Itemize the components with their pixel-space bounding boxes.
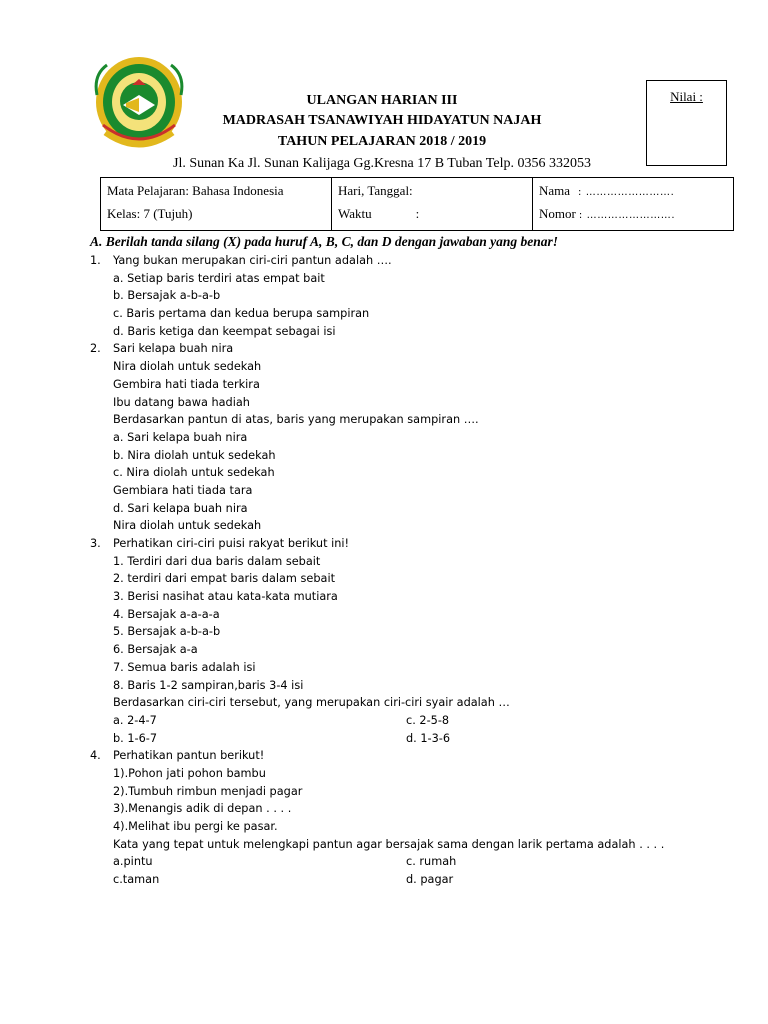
answer-option[interactable]: a. Sari kelapa buah nira [113, 430, 248, 444]
answer-option[interactable]: c. Nira diolah untuk sedekah [113, 466, 275, 480]
subject-text: Mata Pelajaran: Bahasa Indonesia [107, 183, 284, 198]
question-1-stem [90, 252, 750, 270]
question-number: 3. [90, 537, 101, 550]
answer-option[interactable]: c. rumah [406, 855, 457, 869]
question-number: 4. [90, 749, 101, 763]
answer-option[interactable]: d. 1-3-6 [406, 731, 451, 745]
answer-option[interactable]: a.pintu [113, 855, 153, 869]
pantun-line: Nira diolah untuk sedekah [113, 360, 262, 374]
question-number: 2. [90, 342, 101, 356]
exam-title: ULANGAN HARIAN III [306, 93, 458, 108]
score-label: Nilai : [670, 89, 703, 104]
answer-option-continued[interactable]: Gembiara hati tiada tara [113, 483, 253, 497]
name-dots: : ……………………. [578, 187, 675, 198]
criteria-item: 2. terdiri dari empat baris dalam sebait [113, 572, 336, 586]
student-cell[interactable] [533, 178, 734, 231]
number-dots: : ……………………. [578, 210, 676, 221]
exam-info-table [100, 177, 734, 231]
answer-option[interactable]: a. Setiap baris terdiri atas empat bait [113, 271, 325, 285]
school-address: Jl. Sunan Ka Jl. Sunan Kalijaga Gg.Kresna 17 B Tuban Telp. 0356 332053 [173, 156, 591, 171]
criteria-item: 1. Terdiri dari dua baris dalam sebait [113, 554, 321, 568]
section-a-instruction: A. Berilah tanda silang (X) pada huruf A, B, C, dan D dengan jawaban yang benar! [90, 234, 558, 249]
answer-option[interactable]: c. Baris pertama dan kedua berupa sampiran [113, 307, 370, 321]
time-colon: : [415, 206, 420, 221]
criteria-item: 7. Semua baris adalah isi [113, 660, 256, 674]
question-prompt: Kata yang tepat untuk melengkapi pantun agar bersajak sama dengan larik pertama adalah . . . . [113, 837, 665, 851]
answer-option[interactable]: a. 2-4-7 [113, 713, 157, 727]
answer-option[interactable]: c.taman [113, 873, 160, 887]
question-list [90, 252, 750, 889]
date-cell[interactable] [332, 178, 533, 231]
answer-option[interactable]: d. Baris ketiga dan keempat sebagai isi [113, 324, 336, 338]
answer-row [90, 871, 750, 889]
criteria-item: 4. Bersajak a-a-a-a [113, 607, 220, 621]
academic-year: TAHUN PELAJARAN 2018 / 2019 [277, 134, 487, 149]
question-text: Perhatikan pantun berikut! [113, 749, 265, 763]
name-label: Nama [539, 183, 571, 198]
question-text: Sari kelapa buah nira [113, 342, 234, 356]
criteria-item: 5. Bersajak a-b-a-b [113, 625, 221, 639]
answer-option[interactable]: b. 1-6-7 [113, 731, 158, 745]
answer-option[interactable]: b. Nira diolah untuk sedekah [113, 448, 276, 462]
pantun-line: Ibu datang bawa hadiah [113, 395, 250, 409]
question-prompt: Berdasarkan ciri-ciri tersebut, yang merupakan ciri-ciri syair adalah … [113, 696, 510, 710]
number-row[interactable] [539, 205, 727, 228]
school-name: MADRASAH TSANAWIYAH HIDAYATUN NAJAH [222, 113, 542, 128]
class-text: Kelas: 7 (Tujuh) [107, 206, 193, 221]
answer-option-continued[interactable]: Nira diolah untuk sedekah [113, 519, 262, 533]
question-text: Yang bukan merupakan ciri-ciri pantun adalah …. [113, 254, 392, 267]
criteria-item: 8. Baris 1-2 sampiran,baris 3-4 isi [113, 678, 304, 692]
answer-row [90, 712, 750, 730]
pantun-line: 4).Melihat ibu pergi ke pasar. [113, 820, 278, 833]
question-number: 1. [90, 254, 101, 267]
question-text: Perhatikan ciri-ciri puisi rakyat berikut ini! [113, 537, 350, 550]
time-label: Waktu [338, 206, 372, 221]
pantun-line: 3).Menangis adik di depan . . . . [113, 802, 292, 816]
question-3-stem [90, 535, 750, 553]
answer-row [90, 730, 750, 748]
answer-row [90, 853, 750, 871]
time-row [338, 205, 526, 228]
question-2-stem [90, 340, 750, 358]
question-4-stem [90, 747, 750, 765]
pantun-line: 2).Tumbuh rimbun menjadi pagar [113, 784, 303, 798]
pantun-line: Gembira hati tiada terkira [113, 377, 260, 391]
date-label: Hari, Tanggal: [338, 183, 413, 198]
answer-option[interactable]: c. 2-5-8 [406, 713, 450, 727]
subject-cell [101, 178, 332, 231]
criteria-item: 3. Berisi nasihat atau kata-kata mutiara [113, 590, 338, 604]
question-prompt: Berdasarkan pantun di atas, baris yang merupakan sampiran …. [113, 413, 479, 427]
criteria-item: 6. Bersajak a-a [113, 643, 198, 657]
answer-option[interactable]: d. pagar [406, 873, 454, 887]
answer-option[interactable]: b. Bersajak a-b-a-b [113, 289, 221, 303]
answer-option[interactable]: d. Sari kelapa buah nira [113, 501, 248, 515]
pantun-line: 1).Pohon jati pohon bambu [113, 766, 266, 780]
score-box[interactable] [646, 80, 727, 166]
name-row[interactable] [539, 182, 727, 205]
number-label: Nomor [539, 206, 576, 221]
